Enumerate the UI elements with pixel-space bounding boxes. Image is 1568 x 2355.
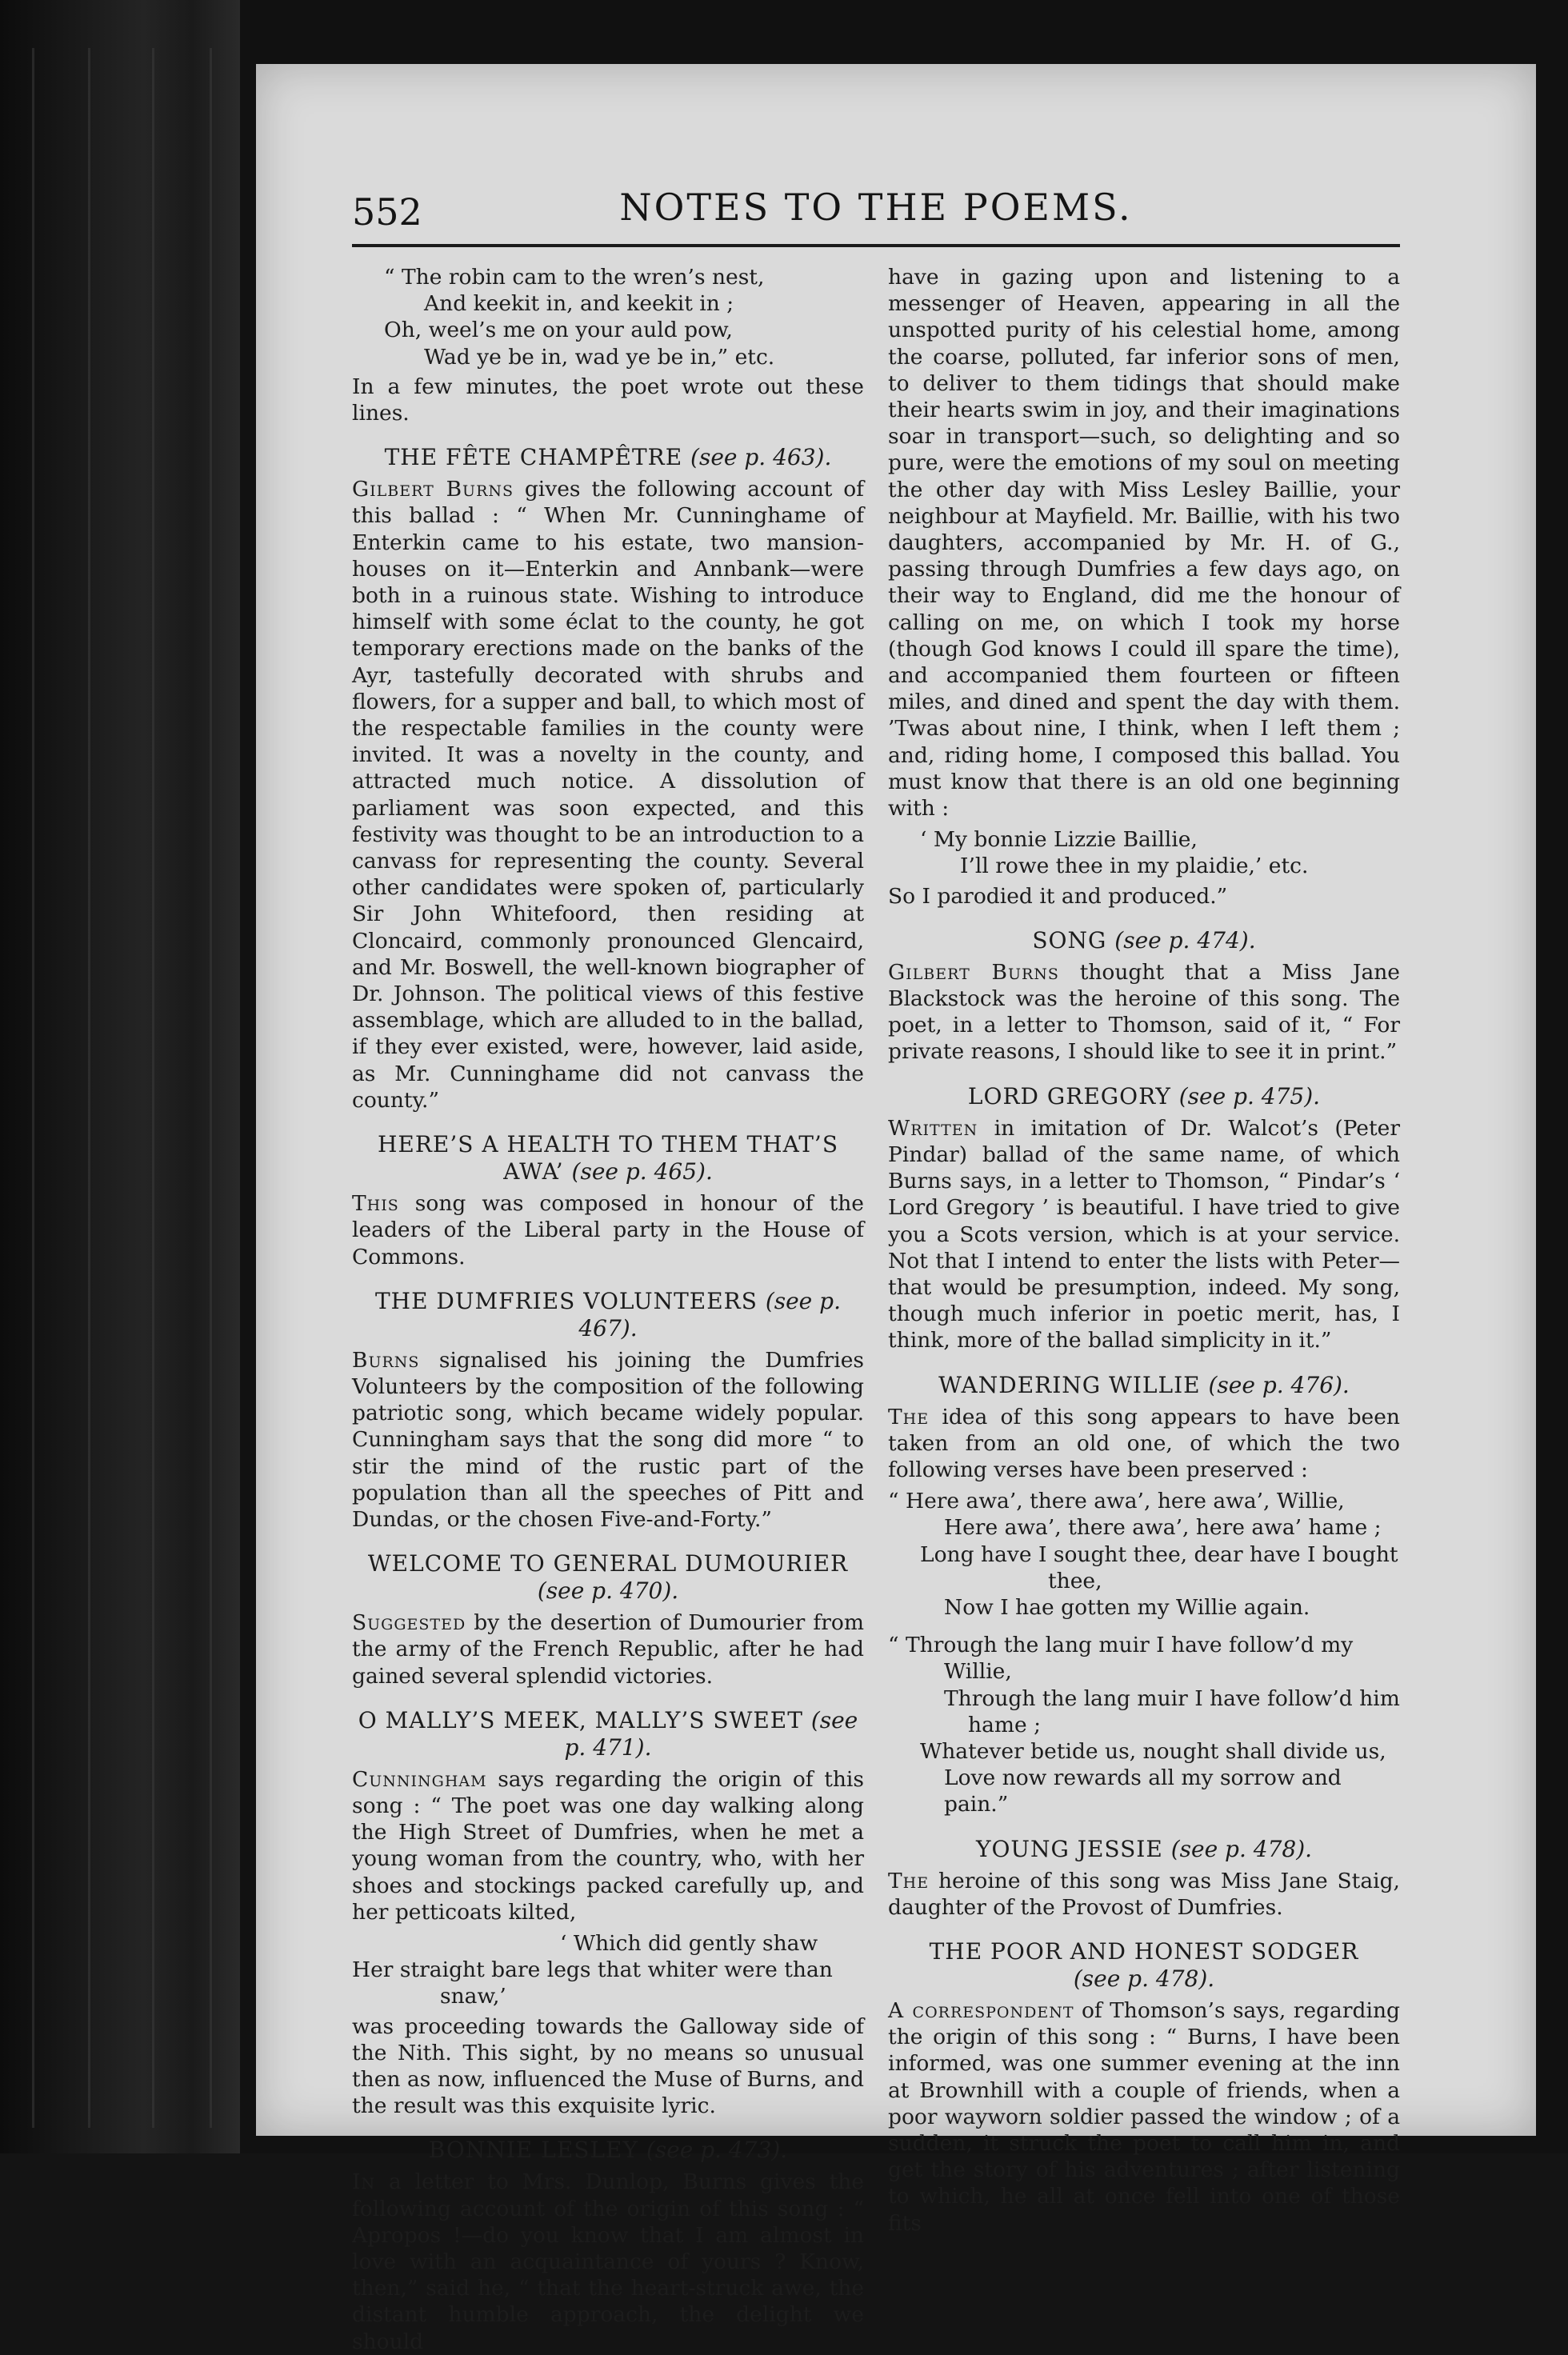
verse-line: thee, — [1048, 1568, 1102, 1593]
verse-line: Her straight bare legs that whiter were than — [352, 1957, 833, 1983]
verse-line: Oh, weel’s me on your auld pow, — [384, 318, 733, 343]
opening-text: In a few minutes, the poet wrote out these lines. — [352, 374, 864, 426]
page-number: 552 — [352, 190, 422, 234]
section-text: The heroine of this song was Miss Jane Staig, daughter of the Provost of Dumfries. — [888, 1868, 1400, 1920]
running-title: NOTES TO THE POEMS. — [619, 186, 1133, 229]
section-text: Gilbert Burns gives the following account of this ballad : “ When Mr. Cunninghame of Enterkin came to his estate, two mansion-houses on it—Enterkin and Annbank—were both in a ruinous state. Wishing to introduce himself with some éclat to the county, he got temporary erections made on the banks of the Ayr, tastefully decorated with shrubs and flowers, for a supper and ball, to which most of the respectable families in the county were invited. It was a novelty in the county, and attracted much notice. A dissolution of parliament was soon expected, and this festivity was thought to be an introduction to a canvass for representing the county. Several other candidates were spoken of, particularly Sir John Whitefoord, then residing at Cloncaird, commonly pronounced Glencaird, and Mr. Boswell, the well-known biographer of Dr. Johnson. The political views of this festive assemblage, which are alluded to in the ballad, if they ever existed, were, however, laid aside, as Mr. Cunninghame did not canvass the county.” — [352, 477, 864, 1113]
section-text: Suggested by the desertion of Dumourier from the army of the French Republic, after he had gained several splendid victories. — [352, 1610, 864, 1689]
verse-line: Through the lang muir I have follow’d him — [944, 1685, 1400, 1711]
verse-line: And keekit in, and keekit in ; — [424, 291, 734, 317]
verse-line: Long have I sought thee, dear have I bought — [920, 1541, 1398, 1567]
section-heading: LORD GREGORY (see p. 475). — [967, 1082, 1321, 1110]
section-text: Cunningham says regarding the origin of this song : “ The poet was one day walking along the High Street of Dumfries, when he met a young woman from the country, who, with her shoes and stockings packed carefully up, and her petticoats kilted, — [352, 1766, 864, 1925]
page-header — [352, 176, 1400, 240]
book-binding — [0, 0, 240, 2153]
section-heading: THE POOR AND HONEST SODGER (see p. 478). — [929, 1937, 1359, 1992]
section-heading: THE DUMFRIES VOLUNTEERS (see p. 467). — [375, 1287, 841, 1341]
section-text: The idea of this song appears to have been taken from an old one, of which the two following verses have been preserved : — [888, 1404, 1400, 1482]
verse-line: snaw,’ — [440, 1984, 506, 2009]
quoted-verse — [888, 1488, 1400, 1621]
quoted-verse — [888, 826, 1400, 879]
verse-line: Love now rewards all my sorrow and pain.” — [944, 1765, 1342, 1817]
quoted-verse — [888, 1632, 1400, 1817]
opening-verse — [352, 264, 864, 370]
section-text: Burns signalised his joining the Dumfries Volunteers by the composition of the following patriotic song, which became widely popular. Cunningham says that the song did more “ to stir the mind of the rustic part of the population than all the speeches of Pitt and Dundas, or the chosen Five-and-Forty.” — [352, 1347, 864, 1532]
section-text: have in gazing upon and listening to a messenger of Heaven, appearing in all the unspotted purity of his celestial home, among the coarse, polluted, far inferior sons of men, to deliver to them tidings that should make their hearts swim in joy, and their imaginations soar in transport—such, so delighting and so pure, were the emotions of my soul on meeting the other day with Miss Lesley Baillie, your neighbour at Mayfield. Mr. Baillie, with his two daughters, accompanied by Mr. H. of G., passing through Dumfries a few days ago, on their way to England, did me the honour of calling on me, on which I took my horse (though God knows I could ill spare the time), and accompanied them fourteen or fifteen miles, and dined and spent the day with them. ’Twas about nine, I think, when I left them ; and, riding home, I composed this ballad. You must know that there is an old one beginning with : — [888, 265, 1400, 822]
quoted-verse — [352, 1930, 864, 2010]
section-heading: SONG (see p. 474). — [1032, 926, 1256, 954]
binding-stripe — [210, 48, 212, 2128]
section-text: Gilbert Burns thought that a Miss Jane Blackstock was the heroine of this song. The poet, in a letter to Thomson, said of it, “ For private reasons, I should like to see it in print.” — [888, 959, 1400, 1065]
section-heading: BONNIE LESLEY (see p. 473). — [428, 2137, 788, 2164]
verse-line: ‘ My bonnie Lizzie Baillie, — [920, 827, 1198, 853]
verse-line: Wad ye be in, wad ye be in,” etc. — [424, 344, 775, 370]
verse-line: “ Here awa’, there awa’, here awa’, Willie, — [888, 1489, 1345, 1514]
verse-line: “ The robin cam to the wren’s nest, — [384, 265, 765, 290]
section-heading: YOUNG JESSIE (see p. 478). — [975, 1835, 1313, 1862]
section-text: So I parodied it and produced.” — [888, 883, 1228, 909]
right-column — [888, 264, 1400, 2236]
verse-line: ‘ Which did gently shaw — [560, 1930, 818, 1956]
section-heading: WELCOME TO GENERAL DUMOURIER (see p. 470). — [367, 1550, 849, 1605]
verse-line: Whatever betide us, nought shall divide us, — [920, 1738, 1386, 1764]
verse-line: Willie, — [944, 1659, 1012, 1685]
section-heading: HERE’S A HEALTH TO THEM THAT’S AWA’ (see p. 465). — [377, 1131, 839, 1185]
verse-line: I’ll rowe thee in my plaidie,’ etc. — [960, 854, 1309, 879]
binding-stripe — [32, 48, 34, 2128]
verse-line: Here awa’, there awa’, here awa’ hame ; — [944, 1515, 1382, 1541]
section-text: This song was composed in honour of the leaders of the Liberal party in the House of Commons. — [352, 1191, 864, 1269]
verse-line: hame ; — [968, 1712, 1042, 1737]
section-text: A correspondent of Thomson’s says, regarding the origin of this song : “ Burns, I have been informed, was one summer evening at the inn at Brownhill with a couple of friends, when a poor wayworn soldier passed the window ; of a sudden, it struck the poet to call him in, and get the story of his adventures ; after listening to which, he all at once fell into one of those fits — [888, 1997, 1400, 2236]
verse-line: “ Through the lang muir I have follow’d my — [888, 1633, 1354, 1658]
section-text: was proceeding towards the Galloway side of the Nith. This sight, by no means so unusual then as now, influenced the Muse of Burns, and the result was this exquisite lyric. — [352, 2013, 864, 2119]
header-rule — [352, 244, 1400, 247]
section-heading: THE FÊTE CHAMPÊTRE (see p. 463). — [384, 444, 832, 471]
binding-stripe — [88, 48, 90, 2128]
binding-stripe — [152, 48, 154, 2128]
left-column — [352, 264, 864, 2354]
section-text: Written in imitation of Dr. Walcot’s (Peter Pindar) ballad of the same name, of which Burns says, in a letter to Thomson, “ Pindar’s ‘ Lord Gregory ’ is beautiful. I have tried to give you a Scots version, which is at your service. Not that I intend to enter the lists with Peter—that would be presumption, indeed. My song, though much inferior in poetic merit, has, I think, more of the ballad simplicity in it.” — [888, 1115, 1400, 1353]
section-heading: WANDERING WILLIE (see p. 476). — [938, 1371, 1350, 1398]
section-heading: O MALLY’S MEEK, MALLY’S SWEET (see p. 471). — [358, 1706, 858, 1761]
section-text: In a letter to Mrs. Dunlop, Burns gives the following account of the origin of this song : “ Apropos !—do you know that I am almost in love with an acquaintance of yours ? Know, then,” said he, “ that the heart-struck awe, the distant humble approach, the delight we should — [352, 2169, 864, 2354]
verse-line: Now I hae gotten my Willie again. — [944, 1594, 1310, 1620]
book-page — [256, 64, 1536, 2354]
